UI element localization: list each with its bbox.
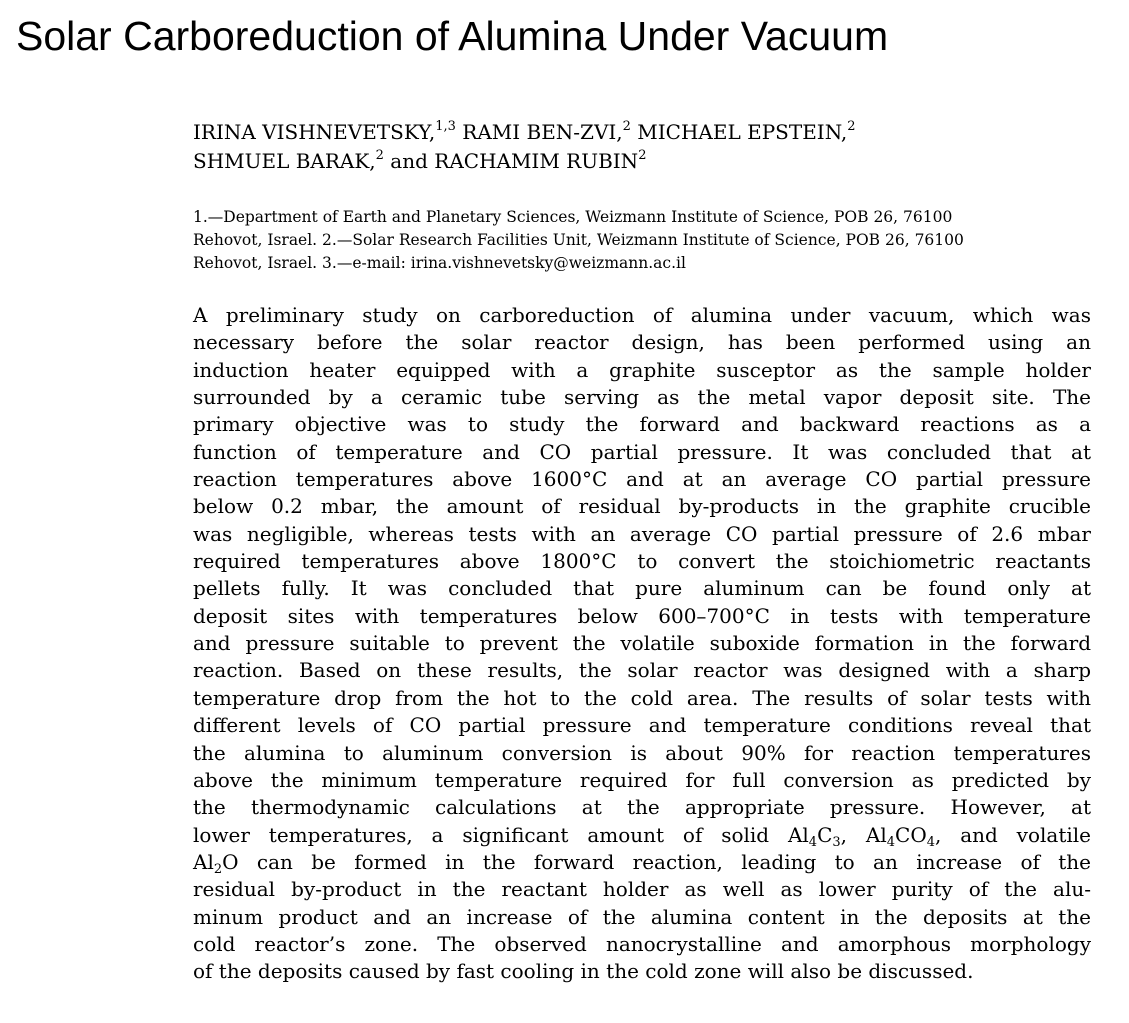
affiliation-line: Rehovot, Israel. 2.—Solar Research Facilities Unit, Weizmann Institute of Science, POB 26, 76100 [193,231,964,249]
author-list [193,118,1083,176]
abstract-line: cold reactor’s zone. The observed nanocrystalline and amorphous morphology [193,931,1091,956]
author-name: MICHAEL EPSTEIN, [630,120,848,144]
abstract-line: required temperatures above 1800°C to convert the stoichiometric reactants [193,549,1091,574]
abstract-line: induction heater equipped with a graphite susceptor as the sample holder [193,357,1091,382]
abstract-line: pellets fully. It was concluded that pure aluminum can be found only at [193,576,1091,601]
abstract-text-segment: lower temperatures, a significant amount of solid Al [193,822,809,847]
abstract-line: above the minimum temperature required for full conversion as predicted by [193,767,1091,792]
chemical-subscript: 3 [832,834,841,850]
author-line-2 [193,147,1083,176]
abstract-line: the thermodynamic calculations at the appropriate pressure. However, at [193,795,1091,820]
page-title: Solar Carboreduction of Alumina Under Vacuum [16,13,889,59]
abstract-line: reaction. Based on these results, the solar reactor was designed with a sharp [193,658,1091,683]
abstract-line: of the deposits caused by fast cooling in the cold zone will also be discussed. [193,959,974,984]
abstract-text-segment: , Al [840,822,887,847]
abstract-line: below 0.2 mbar, the amount of residual by-products in the graphite crucible [193,494,1091,519]
abstract-line: residual by-product in the reactant holder as well as lower purity of the alu- [193,877,1091,902]
abstract-line: A preliminary study on carboreduction of alumina under vacuum, which was [193,303,1091,327]
author-affiliation-marker: 2 [622,119,631,134]
abstract-line: primary objective was to study the forward and backward reactions as a [193,412,1091,437]
author-name: IRINA VISHNEVETSKY, [193,120,436,144]
chemical-subscript: 2 [213,861,223,877]
abstract-line: different levels of CO partial pressure and temperature conditions reveal that [193,713,1091,738]
author-affiliation-marker: 1,3 [435,119,456,134]
abstract-line [193,822,1091,849]
abstract-line [193,849,1091,876]
author-name: and RACHAMIM RUBIN [383,149,639,173]
abstract-text-segment: Al [193,849,214,874]
author-name: RAMI BEN-ZVI, [455,120,623,144]
affiliation-line: Rehovot, Israel. 3.—e-mail: irina.vishnevetsky@weizmann.ac.il [193,254,686,272]
abstract-line: function of temperature and CO partial pressure. It was concluded that at [193,439,1091,464]
abstract-line: the alumina to aluminum conversion is about 90% for reaction temperatures [193,740,1091,765]
abstract-text-segment: CO [895,822,927,847]
chemical-subscript: 4 [886,834,896,850]
abstract-line: surrounded by a ceramic tube serving as the metal vapor deposit site. The [193,385,1091,410]
abstract-text-segment: , and volatile [935,822,1091,847]
author-affiliation-marker: 2 [375,148,384,163]
affiliation-line: 1.—Department of Earth and Planetary Sciences, Weizmann Institute of Science, POB 26, 76100 [193,208,953,226]
chemical-subscript: 4 [808,834,818,850]
affiliations [193,206,1103,275]
abstract-line: deposit sites with temperatures below 600–700°C in tests with temperature [193,603,1091,628]
author-name: SHMUEL BARAK, [193,149,376,173]
author-affiliation-marker: 2 [847,119,856,134]
abstract-line: was negligible, whereas tests with an average CO partial pressure of 2.6 mbar [193,521,1091,546]
abstract [193,302,1091,986]
abstract-text-segment: O can be formed in the forward reaction, leading to an increase of the [222,849,1091,874]
author-line-1 [193,118,1083,147]
abstract-line: necessary before the solar reactor design, has been performed using an [193,330,1091,355]
abstract-line: temperature drop from the hot to the cold area. The results of solar tests with [193,685,1091,710]
chemical-subscript: 4 [926,834,935,850]
abstract-line: reaction temperatures above 1600°C and at an average CO partial pressure [193,467,1091,492]
abstract-line: and pressure suitable to prevent the volatile suboxide formation in the forward [193,631,1091,656]
author-affiliation-marker: 2 [638,148,647,163]
abstract-line: minum product and an increase of the alumina content in the deposits at the [193,904,1091,929]
abstract-text-segment: C [817,822,833,847]
